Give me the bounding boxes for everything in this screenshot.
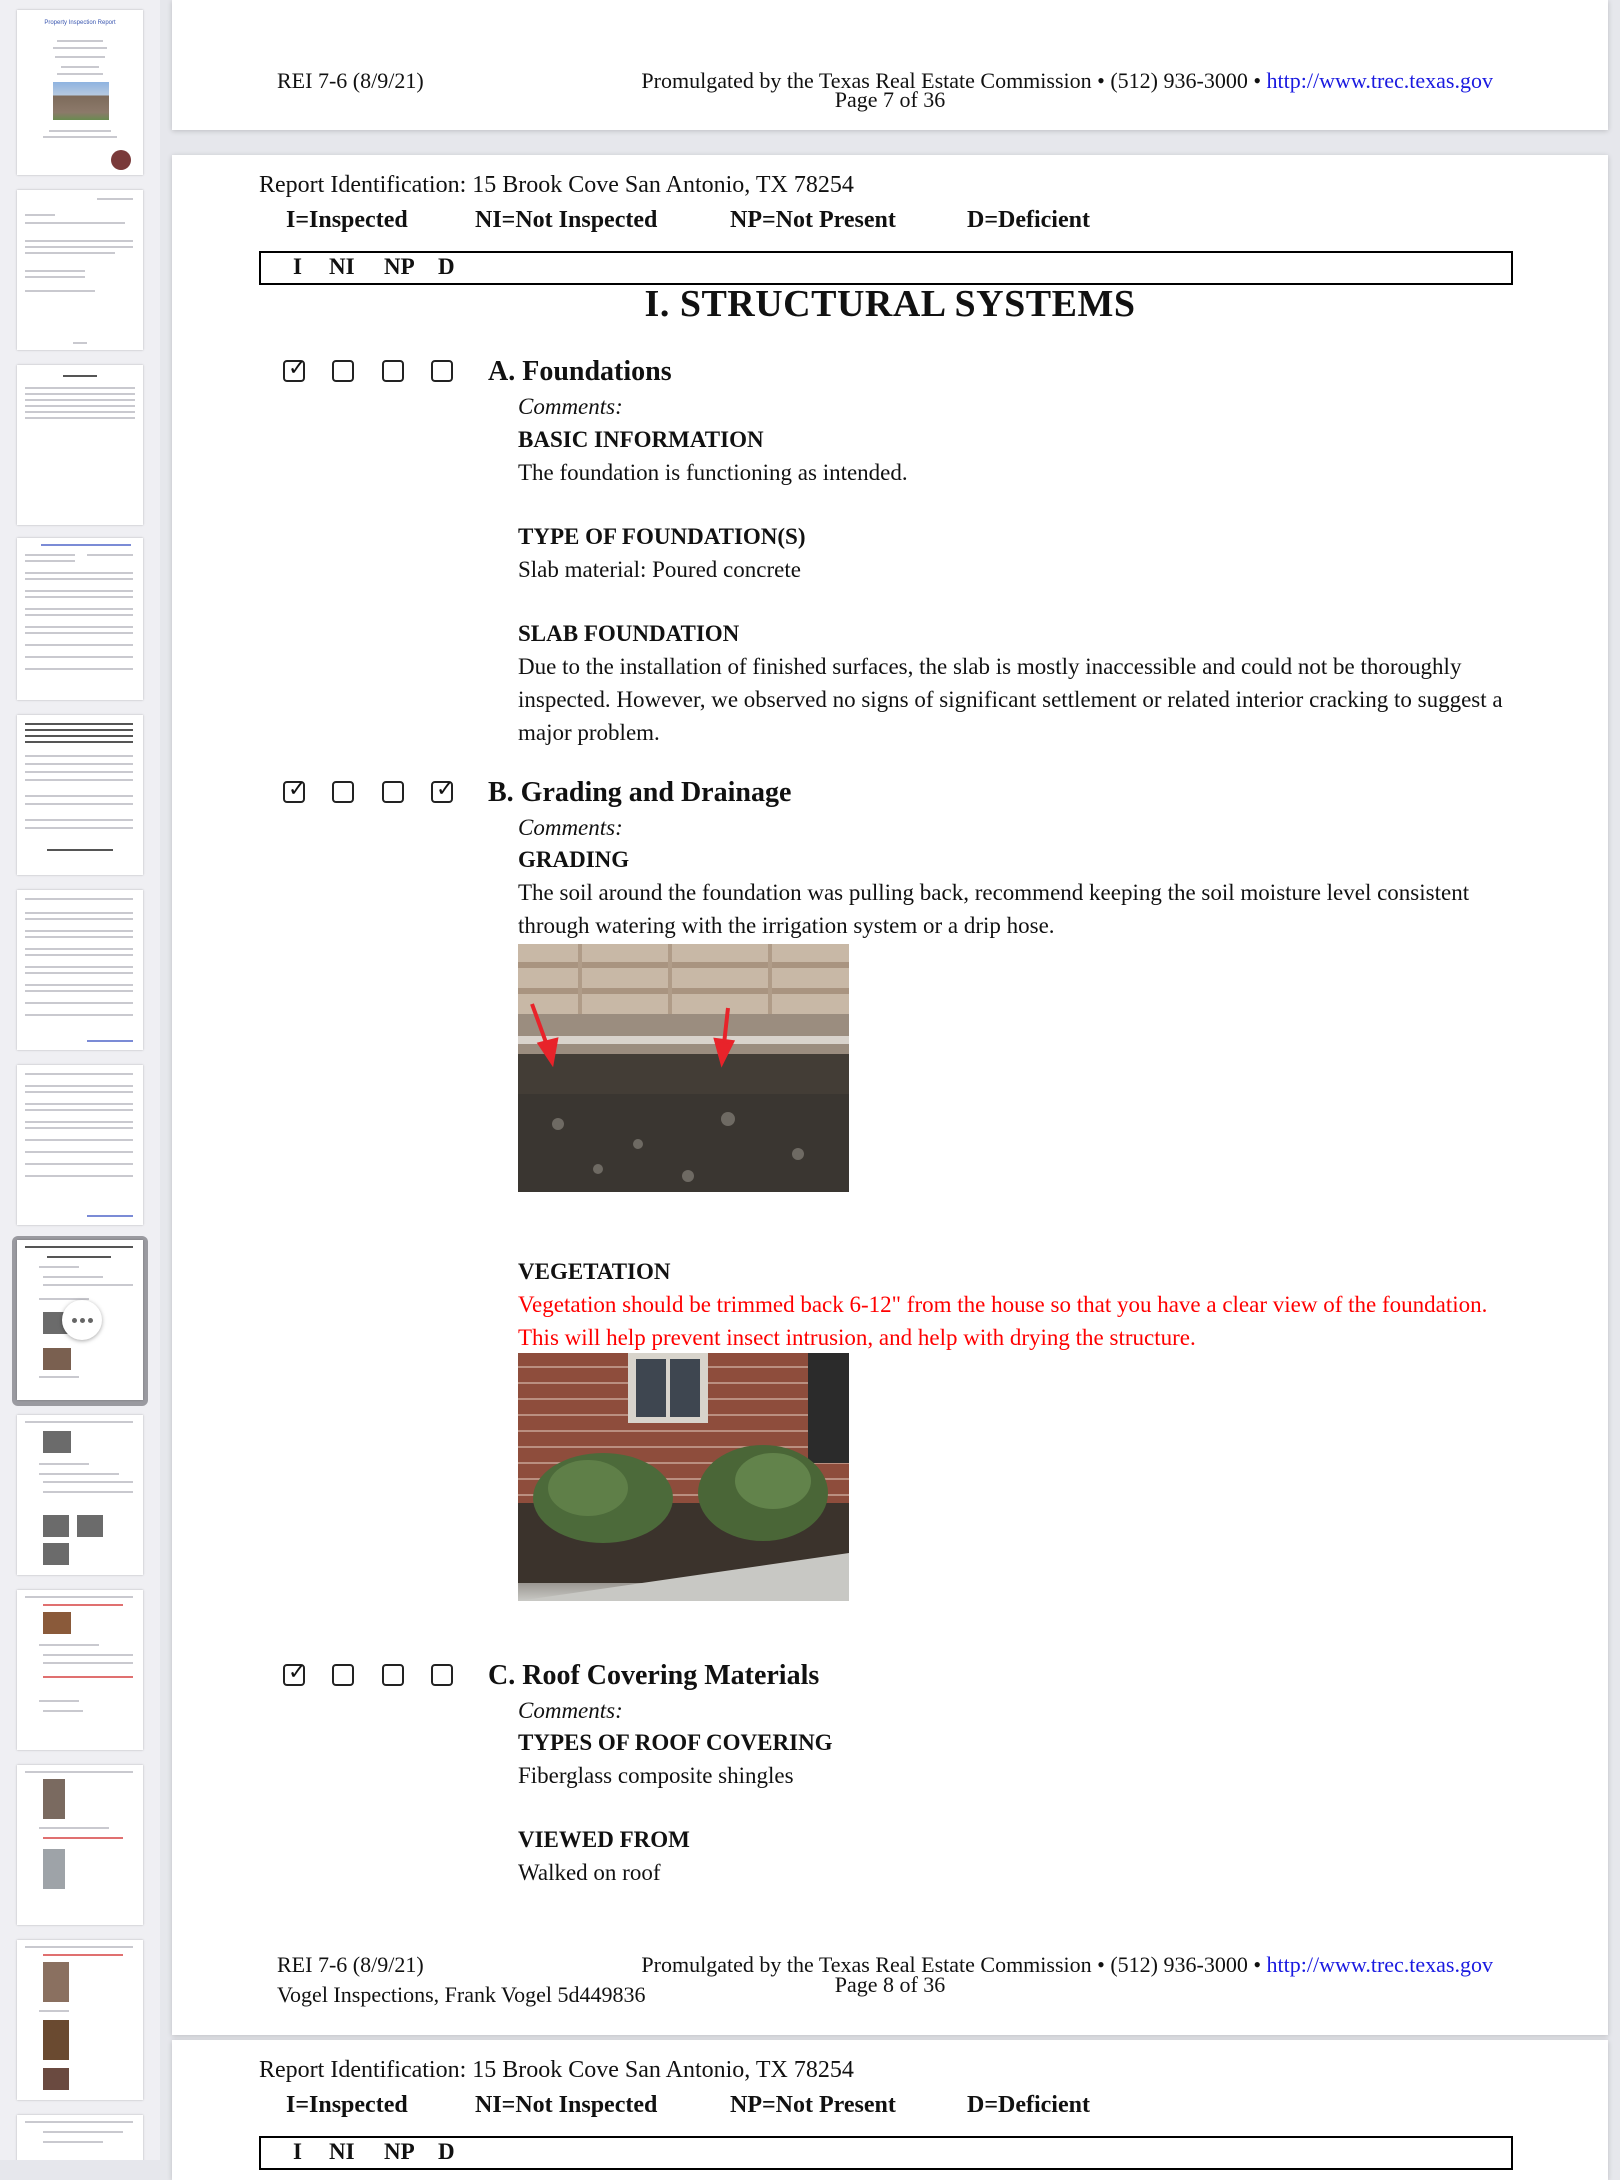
col-i: I: [293, 254, 302, 279]
form-number: REI 7-6 (8/9/21): [277, 1952, 424, 1977]
checkbox-row-roof: [283, 1660, 473, 1692]
page-thumbnail-9[interactable]: [17, 1415, 143, 1575]
slab-foundation-text: Due to the installation of finished surfaces, the slab is mostly inaccessible and could not be thoroughly inspected. However, we observed no signs of significant settlement or related interior cracking to suggest a major problem.: [518, 654, 1503, 745]
basic-information-heading: BASIC INFORMATION: [518, 427, 764, 452]
page-number: Page 8 of 36: [834, 1972, 946, 1997]
grading-heading: GRADING: [518, 847, 630, 872]
col-d: D: [438, 254, 455, 279]
dot-icon: [88, 1318, 93, 1323]
legend-not-present: NP=Not Present: [730, 207, 896, 233]
dot-icon: [72, 1318, 77, 1323]
grading-text: The soil around the foundation was pulling back, recommend keeping the soil moisture level consistent through watering with the irrigation system or a drip hose.: [518, 880, 1470, 938]
checkbox-not-inspected[interactable]: [332, 781, 354, 803]
checkbox-not-inspected[interactable]: [332, 1664, 354, 1686]
foundation-soil-photo-art: [518, 944, 849, 1192]
slab-foundation-heading: SLAB FOUNDATION: [518, 621, 740, 646]
checkmark-icon: ✓: [288, 356, 307, 381]
item-title-foundations: A. Foundations: [488, 356, 672, 387]
legend-inspected: I=Inspected: [286, 2092, 408, 2118]
foundation-type-text: Slab material: Poured concrete: [518, 557, 801, 582]
comments-label: Comments:: [518, 815, 623, 840]
page-7: [172, 0, 1608, 130]
col-ni: NI: [329, 254, 355, 279]
checkbox-not-present[interactable]: [382, 1664, 404, 1686]
checkmark-icon: ✓: [436, 777, 455, 802]
col-np: NP: [384, 2139, 415, 2164]
checkbox-inspected[interactable]: [283, 1660, 307, 1686]
section-title: I. STRUCTURAL SYSTEMS: [644, 283, 1136, 325]
page-thumbnail-11[interactable]: [17, 1765, 143, 1925]
page-8: [172, 155, 1608, 2035]
checkbox-deficient[interactable]: [431, 777, 455, 803]
checkbox-deficient[interactable]: [431, 360, 453, 382]
foundation-type-heading: TYPE OF FOUNDATION(S): [518, 524, 806, 549]
foundation-soil-photo[interactable]: [518, 944, 849, 1192]
legend-not-present: NP=Not Present: [730, 2092, 896, 2118]
vegetation-shrubs-photo-art: [518, 1353, 849, 1601]
promulgated-text: Promulgated by the Texas Real Estate Commission • (512) 936-3000 • http://www.trec.texas.gov: [641, 1952, 1493, 1977]
page-thumbnail-6[interactable]: [17, 890, 143, 1050]
checkbox-row-foundations: [283, 356, 473, 388]
legend-deficient: D=Deficient: [967, 2092, 1090, 2118]
legend-not-inspected: NI=Not Inspected: [475, 2092, 658, 2118]
page-number: Page 7 of 36: [834, 87, 946, 112]
page-thumbnail-12[interactable]: [17, 1940, 143, 2100]
dot-icon: [80, 1318, 85, 1323]
col-d: D: [438, 2139, 455, 2164]
trec-link[interactable]: http://www.trec.texas.gov: [1266, 1952, 1493, 1977]
checkbox-inspected[interactable]: [283, 777, 307, 803]
promulgated-text: Promulgated by the Texas Real Estate Commission • (512) 936-3000 • http://www.trec.texas.gov: [641, 68, 1493, 93]
roof-covering-types-heading: TYPES OF ROOF COVERING: [518, 1730, 833, 1755]
page-thumbnail-5[interactable]: [17, 715, 143, 875]
page-thumbnail-3[interactable]: [17, 365, 143, 525]
checkmark-icon: ✓: [288, 1660, 307, 1685]
col-ni: NI: [329, 2139, 355, 2164]
checkmark-icon: ✓: [288, 777, 307, 802]
comments-label: Comments:: [518, 1698, 623, 1723]
page-thumbnail-13[interactable]: [17, 2115, 143, 2160]
legend-deficient: D=Deficient: [967, 207, 1090, 233]
column-header-box: [259, 251, 1513, 285]
thumbnail-cover-title: Property Inspection Report: [44, 20, 116, 26]
viewed-from-text: Walked on roof: [518, 1860, 661, 1885]
checkbox-not-present[interactable]: [382, 360, 404, 382]
col-i: I: [293, 2139, 302, 2164]
checkbox-row-grading: [283, 777, 473, 809]
legend-inspected: I=Inspected: [286, 207, 408, 233]
viewed-from-heading: VIEWED FROM: [518, 1827, 690, 1852]
checkbox-not-inspected[interactable]: [332, 360, 354, 382]
column-header-box: [259, 2136, 1513, 2170]
trec-link[interactable]: http://www.trec.texas.gov: [1266, 68, 1493, 93]
page-thumbnail-1[interactable]: [17, 10, 143, 175]
col-np: NP: [384, 254, 415, 279]
checkbox-deficient[interactable]: [431, 1664, 453, 1686]
page-thumbnail-4[interactable]: [17, 538, 143, 700]
checkbox-inspected[interactable]: [283, 356, 307, 382]
vegetation-shrubs-photo[interactable]: [518, 1353, 849, 1601]
legend-not-inspected: NI=Not Inspected: [475, 207, 658, 233]
vegetation-warning-text: Vegetation should be trimmed back 6-12" from the house so that you have a clear view of the foundation. This will help prevent insect intrusion, and help with drying the structure.: [518, 1292, 1488, 1350]
item-title-grading: B. Grading and Drainage: [488, 777, 792, 808]
vegetation-heading: VEGETATION: [518, 1259, 671, 1284]
form-number: REI 7-6 (8/9/21): [277, 68, 424, 93]
page-thumbnail-sidebar[interactable]: [0, 0, 160, 2160]
page-thumbnail-2[interactable]: [17, 190, 143, 350]
checkbox-not-present[interactable]: [382, 781, 404, 803]
more-options-button[interactable]: [62, 1300, 102, 1340]
report-identification: Report Identification: 15 Brook Cove San Antonio, TX 78254: [259, 2057, 854, 2083]
item-title-roof-covering: C. Roof Covering Materials: [488, 1660, 820, 1691]
report-identification: Report Identification: 15 Brook Cove San Antonio, TX 78254: [259, 172, 854, 198]
page-thumbnail-10[interactable]: [17, 1590, 143, 1750]
comments-label: Comments:: [518, 394, 623, 419]
roof-covering-types-text: Fiberglass composite shingles: [518, 1763, 794, 1788]
page-thumbnail-7[interactable]: [17, 1065, 143, 1225]
inspector-signature-line: Vogel Inspections, Frank Vogel 5d449836: [277, 1982, 646, 2007]
basic-information-text: The foundation is functioning as intended.: [518, 460, 908, 485]
page-9: [172, 2040, 1608, 2180]
